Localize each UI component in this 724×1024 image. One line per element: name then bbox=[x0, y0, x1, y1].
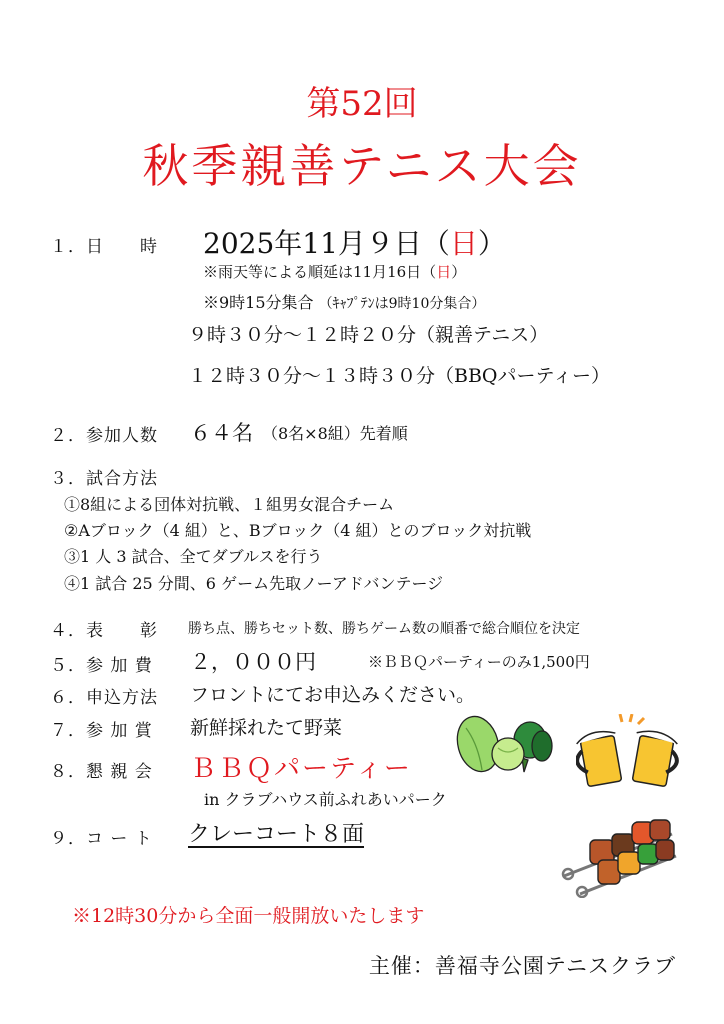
event-number: 第52回 bbox=[306, 84, 418, 124]
method-item: ①8組による団体対抗戦、１組男女混合チーム bbox=[64, 495, 395, 514]
court-text: クレーコート８面 bbox=[188, 822, 365, 847]
fee-amount: ２，０００円 bbox=[190, 650, 316, 674]
vegetables-illustration bbox=[452, 708, 564, 778]
schedule-bbq: １２時３０分～１３時３０分（BBQパーティー） bbox=[188, 365, 610, 387]
party-text: ＢＢＱパーティー bbox=[190, 754, 412, 784]
gather-time-note: ※9時15分集合 （ｷｬﾌﾟﾃﾝは9時10分集合） bbox=[203, 293, 486, 312]
award-label: ４．表 彰 bbox=[50, 621, 158, 641]
captain-note: （ｷｬﾌﾟﾃﾝは9時10分集合） bbox=[318, 296, 486, 312]
event-title: 秋季親善テニス大会 bbox=[142, 139, 582, 193]
beer-mugs-illustration bbox=[576, 714, 684, 794]
organizer: 主催：善福寺公園テニスクラブ bbox=[368, 954, 676, 978]
court-label: ９．コ ー ト bbox=[50, 829, 153, 849]
event-date: 2025年11月９日（日） bbox=[203, 227, 506, 260]
open-notice: ※12時30分から全面一般開放いたします bbox=[72, 905, 425, 927]
schedule-tennis: ９時３０分～１２時２０分（親善テニス） bbox=[188, 324, 549, 346]
rain-postpone-note: ※雨天等による順延は11月16日（日） bbox=[203, 263, 467, 281]
event-date-day: 日 bbox=[449, 227, 478, 260]
method-item: ③1 人 3 試合、全てダブルスを行う bbox=[64, 547, 323, 566]
participants-label: ２．参加人数 bbox=[50, 426, 158, 446]
prize-text: 新鮮採れたて野菜 bbox=[190, 717, 343, 739]
prize-label: ７．参 加 賞 bbox=[50, 721, 153, 741]
date-label: １．日 時 bbox=[50, 237, 158, 257]
participants-detail: （8名×8組）先着順 bbox=[262, 424, 408, 443]
participants-count: ６４名 bbox=[190, 421, 253, 445]
fee-bbq-only: ※ＢＢＱパーティーのみ1,500円 bbox=[368, 653, 590, 671]
fee-label: ５．参 加 費 bbox=[50, 656, 153, 676]
party-label: ８．懇 親 会 bbox=[50, 762, 153, 782]
method-item: ②Aブロック（4 組）と、Bブロック（4 組）とのブロック対抗戦 bbox=[64, 521, 532, 540]
apply-label: ６．申込方法 bbox=[50, 688, 158, 708]
method-item: ④1 試合 25 分間、6 ゲーム先取ノーアドバンテージ bbox=[64, 574, 444, 593]
method-label: ３．試合方法 bbox=[50, 469, 158, 489]
award-text: 勝ち点、勝ちセット数、勝ちゲーム数の順番で総合順位を決定 bbox=[188, 621, 580, 637]
bbq-skewer-illustration bbox=[560, 812, 682, 898]
apply-text: フロントにてお申込みください。 bbox=[190, 684, 476, 706]
party-venue: in クラブハウス前ふれあいパーク bbox=[204, 790, 447, 809]
